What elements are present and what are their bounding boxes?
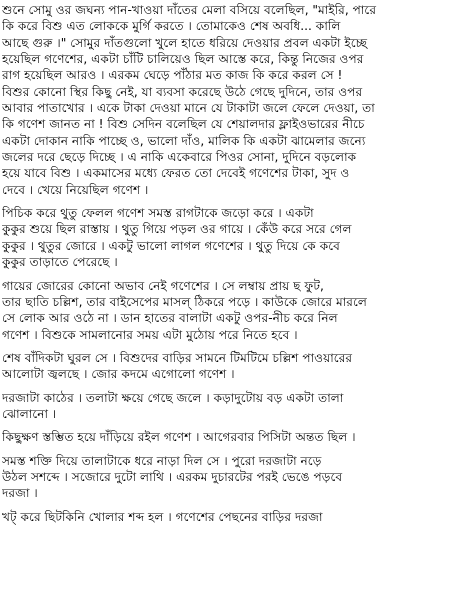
paragraph-gap <box>2 446 450 453</box>
text-line: উঠল সশব্দে । সজোরে দুটো লাথি । এরকম দুচারটের পরই ভেঙে পড়বে <box>2 469 343 484</box>
text-line: রাগ হয়েছিল আরও । এরকম ঘেড়ে পাঁঠার মত কাজ কি করে করল সে ! <box>2 68 343 83</box>
paragraph-gap <box>2 383 450 390</box>
paragraph <box>2 350 450 383</box>
text-line: দরজাটা কাঠের । তলাটা ক্ষয়ে গেছে জলে । কড়াদুটোয় বড় একটা তালা <box>2 390 344 405</box>
story-text-body <box>2 2 450 525</box>
text-line: গণেশ । বিশুকে সামলানোর সময় এটা মুঠোয় পরে নিতে হবে । <box>2 327 298 342</box>
text-line: কি গণেশ জানত না ! বিশু সেদিন বলেছিল যে শেয়ালদার ফ্লাইওভারের নীচে <box>2 117 365 132</box>
paragraph-gap <box>2 422 450 429</box>
text-line: কি করে বিশু এত লোককে মুর্গি করতে । তোমাকেও শেষ অবধি... কালি <box>2 19 341 34</box>
text-line: আছে গুরু ।" সোমুর দাঁতগুলো খুলে হাতে ধরিয়ে দেওয়ার প্রবল একটা ইচ্ছে <box>2 35 368 50</box>
text-line: শুনে সোমু ওর জঘন্য পান-খাওয়া দাঁতের মেলা বসিয়ে বলেছিল, "মাইরি, পারে <box>2 3 377 17</box>
text-line: ঝোলানো । <box>2 406 57 421</box>
text-line: কুকুর । থুতুর জোরে । একটু ভালো লাগল গণেশের । থুতু দিয়ে কে কবে <box>2 238 340 253</box>
text-line: হয়ে যাবে বিশু । একমাসের মধ্যে ফেরত তো দেবেই গণেশের টাকা, সুদ ও <box>2 166 350 181</box>
paragraph <box>2 429 450 445</box>
text-line: পিচিক করে থুতু ফেলল গণেশ সমস্ত রাগটাকে জড়ো করে । একটা <box>2 206 314 221</box>
paragraph-gap <box>2 343 450 350</box>
paragraph <box>2 2 450 198</box>
text-line: শেষ বাঁদিকটা ঘুরল সে । বিশুদের বাড়ির সামনে টিমটিমে চল্লিশ পাওয়ারের <box>2 350 353 365</box>
text-line: সমস্ত শক্তি দিয়ে তালাটাকে ধরে নাড়া দিল সে । পুরো দরজাটা নড়ে <box>2 453 322 468</box>
text-line: আবার পাতাখোর । একে টাকা দেওয়া মানে যে টাকাটা জলে ফেলে দেওয়া, তা <box>2 101 375 116</box>
text-line: গায়ের জোরের কোনো অভাব নেই গণেশের । সে লম্বায় প্রায় ছ ফুট, <box>2 278 324 293</box>
paragraph-gap <box>2 198 450 205</box>
text-line: সে লোক আর ওঠে না । ডান হাতের বালাটা একটু ওপর-নীচ করে নিল <box>2 311 338 326</box>
text-line: তার ছাতি চল্লিশ, তার বাইসেপের মাসল্ ঠিকরে পড়ে । কাউকে জোরে মারলে <box>2 294 367 309</box>
paragraph <box>2 453 450 502</box>
paragraph-gap <box>2 271 450 278</box>
text-line: একটা দোকান নাকি পাচ্ছে ও, ভালো দাঁও, মালিক কি একটা ঝামেলার জন্যে <box>2 133 366 148</box>
text-line: হয়েছিল গণেশের, একটা চাঁটি চালিয়েও ছিল আস্তে করে, কিন্তু নিজের ওপর <box>2 52 364 67</box>
text-line: দরজা । <box>2 486 38 501</box>
paragraph <box>2 205 450 270</box>
paragraph-gap <box>2 502 450 509</box>
text-line: কুকুর তাড়াতে পেরেছে । <box>2 255 118 270</box>
text-line: জলের দরে ছেড়ে দিচ্ছে । এ নাকি একেবারে পিওর সোনা, দুদিনে বড়লোক <box>2 150 357 165</box>
paragraph <box>2 509 450 525</box>
paragraph <box>2 390 450 423</box>
text-line: কুকুর শুয়ে ছিল রাস্তায় । থুতু গিয়ে পড়ল ওর গায়ে । কেঁউ করে সরে গেল <box>2 222 352 237</box>
text-line: আলোটা জ্বলছে । জোর কদমে এগোলো গণেশ । <box>2 367 235 382</box>
text-line: কিছুক্ষণ স্তম্ভিত হয়ে দাঁড়িয়ে রইল গণেশ । আগেরবার পিসিটা অন্তত ছিল । <box>2 430 356 445</box>
text-line: বিশুর কোনো স্থির কিছু নেই, যা ব্যবসা করেছে উঠে গেছে দুদিনে, তার ওপর <box>2 84 363 99</box>
text-line: দেবে । খেয়ে নিয়েছিল গণেশ । <box>2 182 149 197</box>
text-line: খট্ করে ছিটকিনি খোলার শব্দ হল । গণেশের পেছনের বাড়ির দরজা <box>2 509 323 524</box>
paragraph <box>2 278 450 343</box>
